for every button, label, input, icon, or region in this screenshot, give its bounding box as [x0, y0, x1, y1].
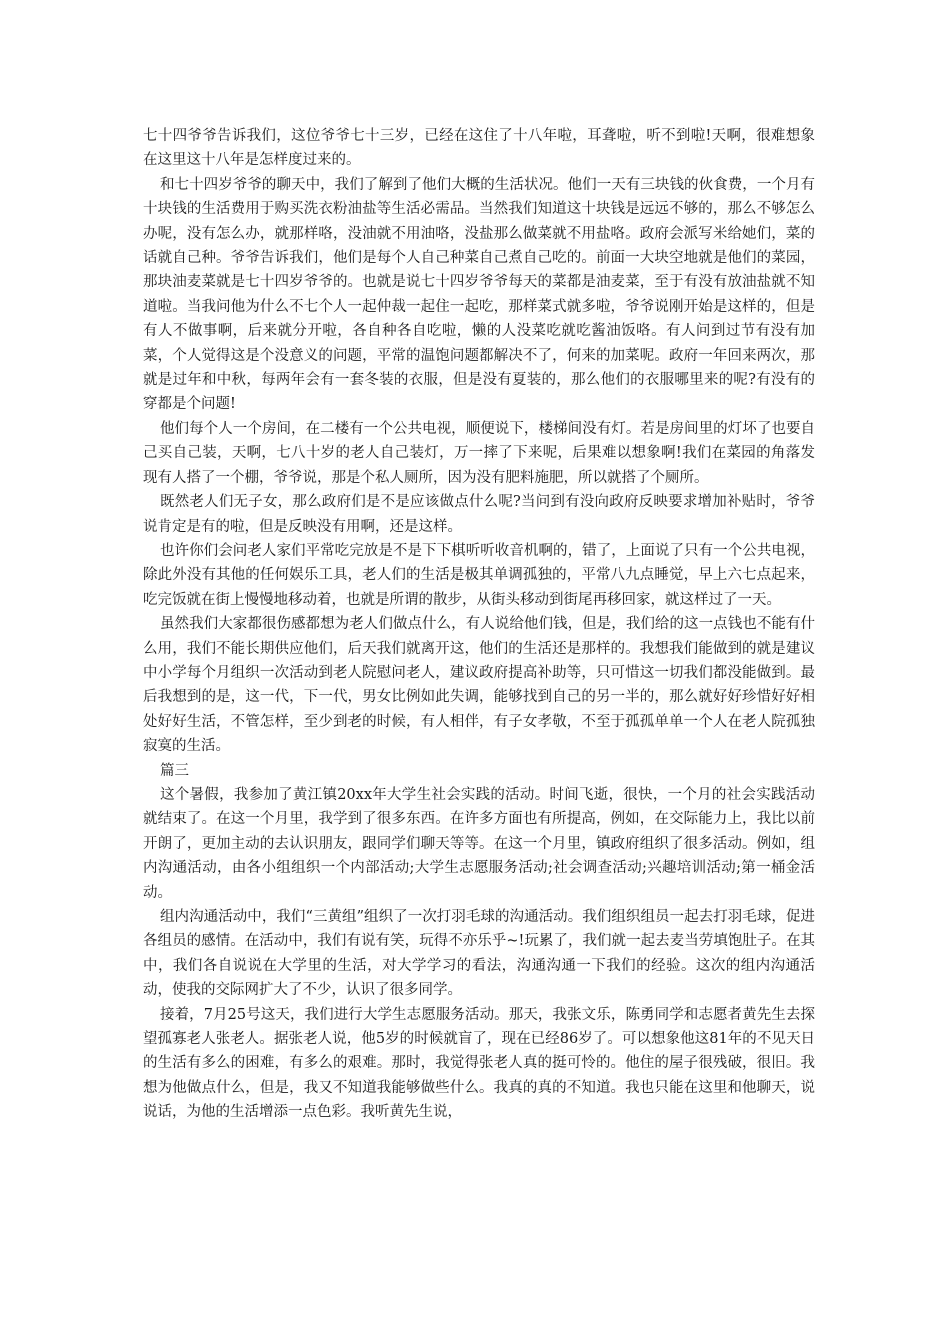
paragraph-1: 七十四爷爷告诉我们，这位爷爷七十三岁，已经在这住了十八年啦，耳聋啦，听不到啦!天啊，很难想象在这里这十八年是怎样度过来的。: [143, 128, 815, 169]
paragraph-8: 组内沟通活动中，我们“三黄组”组织了一次打羽毛球的沟通活动。我们组织组员一起去打羽毛球，促进各组员的感情。在活动中，我们有说有笑，玩得不亦乐乎~!玩累了，我们就一起去麦当劳填饱肚子。在其中，我们各自说说在大学里的生活，对大学学习的看法，沟通沟通一下我们的经验。这次的组内沟通活动，使我的交际网扩大了不少，认识了很多同学。: [143, 909, 815, 999]
paragraph-2: 和七十四岁爷爷的聊天中，我们了解到了他们大概的生活状况。他们一天有三块钱的伙食费，一个月有十块钱的生活费用于购买洗衣粉油盐等生活必需品。当然我们知道这十块钱是远远不够的，那么不够怎么办呢，没有怎么办，就那样咯，没油就不用油咯，没盐那么做菜就不用盐咯。政府会派写米给她们，菜的话就自己种。爷爷告诉我们，他们是每个人自己种菜自己煮自己吃的。前面一大块空地就是他们的菜园，那块油麦菜就是七十四岁爷爷的。也就是说七十四岁爷爷每天的菜都是油麦菜，至于有没有放油盐就不知道啦。当我问他为什么不七个人一起仲裁一起住一起吃，那样菜式就多啦，爷爷说刚开始是这样的，但是有人不做事啊，后来就分开啦，各自种各自吃啦，懒的人没菜吃就吃酱油饭咯。有人问到过节有没有加菜，个人觉得这是个没意义的问题，平常的温饱问题都解决不了，何来的加菜呢。政府一年回来两次，那就是过年和中秋，每两年会有一套冬装的衣服，但是没有夏装的，那么他们的衣服哪里来的呢?有没有的穿都是个问题!: [143, 176, 815, 413]
paragraph-6: 虽然我们大家都很伤感都想为老人们做点什么，有人说给他们钱，但是，我们给的这一点钱也不能有什么用，我们不能长期供应他们，后天我们就离开这，他们的生活还是那样的。我想我们能做到的就是建议中小学每个月组织一次活动到老人院慰问老人，建议政府提高补助等，只可惜这一切我们都没能做到。最后我想到的是，这一代，下一代，男女比例如此失调，能够找到自己的另一半的，那么就好好珍惜好好相处好好生活，不管怎样，至少到老的时候，有人相伴，有子女孝敬，不至于孤孤单单一个人在老人院孤独寂寞的生活。: [143, 616, 815, 755]
paragraph-9: 接着，7月25号这天，我们进行大学生志愿服务活动。那天，我张文乐，陈勇同学和志愿者黄先生去探望孤寡老人张老人。据张老人说，他5岁的时候就盲了，现在已经86岁了。可以想象他这81年的不见天日的生活有多么的困难，有多么的艰难。那时，我觉得张老人真的挺可怜的。他住的屋子很残破，很旧。我想为他做点什么，但是，我又不知道我能够做些什么。我真的真的不知道。我也只能在这里和他聊天，说说话，为他的生活增添一点色彩。我听黄先生说，: [143, 1006, 815, 1121]
paragraph-5: 也许你们会问老人家们平常吃完放是不是下下棋听听收音机啊的，错了，上面说了只有一个公共电视，除此外没有其他的任何娱乐工具，老人们的生活是极其单调孤独的，平常八九点睡觉，早上六七点起来，吃完饭就在街上慢慢地移动着，也就是所谓的散步，从街头移动到街尾再移回家，就这样过了一天。: [143, 542, 815, 608]
section-heading: 篇三: [160, 762, 189, 779]
document-body: [143, 124, 815, 1125]
paragraph-7: 这个暑假，我参加了黄江镇20xx年大学生社会实践的活动。时间飞逝，很快，一个月的社会实践活动就结束了。在这一个月里，我学到了很多东西。在许多方面也有所提高，例如，在交际能力上，我比以前开朗了，更加主动的去认识朋友，跟同学们聊天等等。在这一个月里，镇政府组织了很多活动。例如，组内沟通活动，由各小组组织一个内部活动;大学生志愿服务活动;社会调查活动;兴趣培训活动;第一桶金活动。: [143, 786, 815, 901]
paragraph-3: 他们每个人一个房间，在二楼有一个公共电视，顺便说下，楼梯间没有灯。若是房间里的灯坏了也要自己买自己装，天啊，七八十岁的老人自己装灯，万一摔了下来呢，后果难以想象啊!我们在菜园的角落发现有人搭了一个棚，爷爷说，那是个私人厕所，因为没有肥料施肥，所以就搭了个厕所。: [143, 420, 815, 486]
paragraph-4: 既然老人们无子女，那么政府们是不是应该做点什么呢?当问到有没向政府反映要求增加补贴时，爷爷说肯定是有的啦，但是反映没有用啊，还是这样。: [143, 494, 815, 535]
